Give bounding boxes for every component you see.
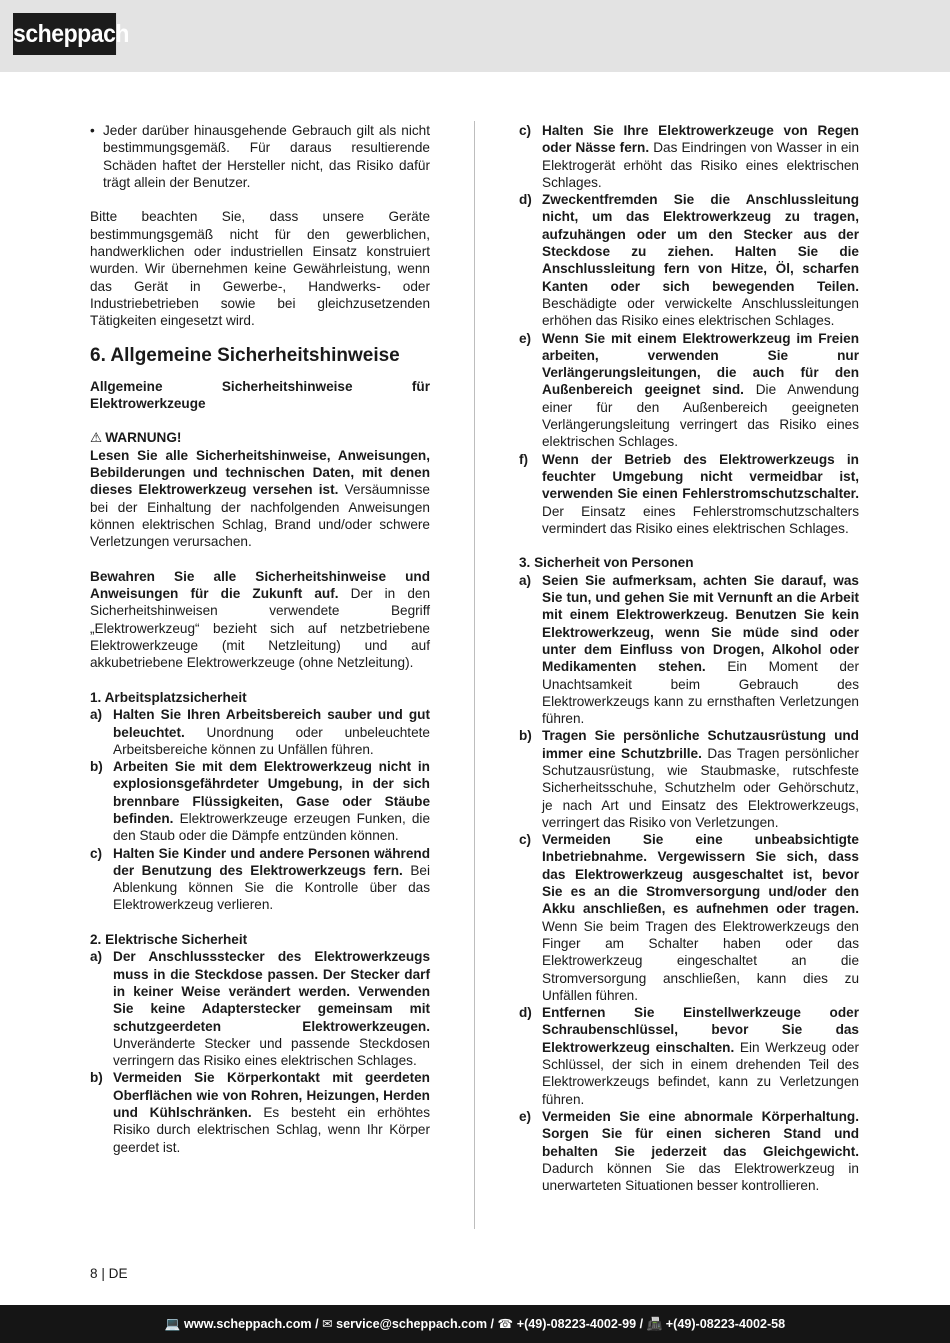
item-bold-text: Wenn Sie mit einem Elektrowerkzeug im Freien arbeiten, verwenden Sie nur Verlängerungsleitungen, die auch für den Außenbereich geeignet sind.	[542, 330, 859, 398]
list-item	[519, 191, 859, 329]
item-bold-text: Halten Sie Kinder und andere Personen während der Benutzung des Elektrowerkzeugs fern.	[113, 845, 430, 878]
item-text: Dadurch können Sie das Elektrowerkzeug in unerwarteten Situationen besser kontrollieren.	[542, 1160, 859, 1194]
keep-bold-text: Bewahren Sie alle Sicherheitshinweise und Anweisungen für die Zukunft auf.	[90, 568, 430, 602]
item-marker: a)	[519, 572, 532, 588]
item-marker: c)	[519, 832, 532, 848]
list-item	[90, 948, 430, 1069]
item-marker: a)	[90, 949, 103, 965]
warning-paragraph	[90, 447, 430, 551]
subheading: Allgemeine Sicherheitshinweise für Elektrowerkzeuge	[90, 378, 430, 411]
column-divider	[474, 121, 475, 1229]
item-text: Es besteht ein erhöhtes Risiko durch elektrischen Schlag, wenn Ihr Körper geerdet ist.	[113, 1105, 431, 1155]
list-item	[90, 845, 430, 914]
subsection-title: 1. Arbeitsplatzsicherheit	[90, 689, 247, 705]
item-marker: e)	[519, 1108, 532, 1124]
page-number: 8 | DE	[90, 1266, 128, 1281]
item-marker: b)	[90, 759, 103, 775]
item-bold-text: Halten Sie Ihren Arbeitsbereich sauber und gut beleuchtet.	[113, 707, 430, 740]
warning-text: Versäumnisse bei der Einhaltung der nachfolgenden Anweisungen können elektrischen Schlag, Brand und/oder schwere Verletzungen verursachen.	[90, 482, 430, 550]
item-marker: d)	[519, 192, 532, 208]
item-text: Das Tragen persönlicher Schutzausrüstung, wie Staubmaske, rutschfeste Sicherheitsschuhe, Schutzhelm oder Gehörschutz, je nach Art und Einsatz des Elektrowerkzeugs, verringert das Risiko von Verletzungen.	[542, 745, 859, 830]
list-item	[519, 122, 859, 191]
scheppach-logo: scheppach	[13, 13, 116, 55]
item-text: Wenn Sie beim Tragen des Elektrowerkzeugs den Finger am Schalter haben oder das Elektrowerkzeug eingeschaltet an die Stromversorgung anschließen, kann dies zu Unfällen führen.	[542, 918, 859, 1003]
bullet-text: Jeder darüber hinausgehende Gebrauch gilt als nicht bestimmungsgemäß. Für daraus resultierende Schäden haftet der Hersteller nicht, das Risiko dafür trägt allein der Benutzer.	[103, 123, 430, 190]
item-marker: c)	[519, 123, 532, 138]
list-item	[90, 1069, 430, 1155]
email-link[interactable]: service@scheppach.com /	[336, 1317, 495, 1331]
item-bold-text: Tragen Sie persönliche Schutzausrüstung und immer eine Schutzbrille.	[542, 728, 859, 761]
bullet-icon: •	[90, 123, 95, 138]
right-column	[519, 122, 859, 1194]
fax-number: +(49)-08223-4002-58	[665, 1317, 786, 1331]
item-marker: a)	[90, 707, 103, 723]
item-text: Ein Werkzeug oder Schlüssel, der sich in einem drehenden Teil des Elektrowerkzeugs befindet, kann zu Verletzungen führen.	[542, 1039, 859, 1107]
item-marker: d)	[519, 1005, 532, 1021]
warning-bold-text: Lesen Sie alle Sicherheitshinweise, Anweisungen, Bebilderungen und technischen Daten, mit denen dieses Elektrowerkzeug versehen ist.	[90, 447, 430, 498]
list-item	[519, 1108, 859, 1194]
page-header	[0, 0, 950, 72]
list-item	[519, 330, 859, 451]
item-text: Beschädigte oder verwickelte Anschlussleitungen erhöhen das Risiko eines elektrischen Schlages.	[542, 295, 859, 329]
item-text: Elektrowerkzeuge erzeugen Funken, die den Staub oder die Dämpfe entzünden können.	[113, 810, 430, 844]
computer-icon: 💻	[164, 1317, 181, 1331]
item-marker: f)	[519, 451, 529, 467]
list-item	[519, 1004, 859, 1108]
phone-number: +(49)-08223-4002-99 /	[516, 1317, 644, 1331]
warning-label: WARNUNG!	[105, 430, 182, 446]
section-title: 6. Allgemeine Sicherheitshinweise	[90, 344, 400, 366]
item-text: Das Eindringen von Wasser in ein Elektrogerät erhöht das Risiko eines elektrischen Schlages.	[542, 140, 860, 190]
item-marker: b)	[519, 728, 532, 744]
list-item	[90, 758, 430, 844]
list-item	[90, 122, 430, 191]
item-text: Der Einsatz eines Fehlerstromschutzschalters vermindert das Risiko eines elektrischen Schlages.	[542, 503, 859, 536]
list	[90, 948, 430, 1156]
item-text: Ein Moment der Unachtsamkeit beim Gebrauch des Elektrowerkzeugs kann zu ernsthaften Verletzungen führen.	[542, 659, 860, 727]
item-text: Unordnung oder unbeleuchtete Arbeitsbereiche können zu Unfällen führen.	[113, 724, 430, 757]
keep-text: Der in den Sicherheitshinweisen verwendete Begriff „Elektrowerkzeug“ bezieht sich auf netzbetriebene Elektrowerkzeuge (mit Netzleitung) und auf akkubetriebene Elektrowerkzeuge (ohne Netzleitung).	[90, 586, 431, 671]
list-item	[519, 451, 859, 537]
subsection-title: 3. Sicherheit von Personen	[519, 555, 694, 571]
list-item	[90, 706, 430, 758]
item-bold-text: Vermeiden Sie Körperkontakt mit geerdeten Oberflächen wie von Rohren, Heizungen, Herden und Kühlschränken.	[113, 1070, 430, 1121]
intended-use-paragraph: Bitte beachten Sie, dass unsere Geräte bestimmungsgemäß nicht für den gewerblichen, handwerklichen oder industriellen Einsatz konstruiert wurden. Wir übernehmen keine Gewährleistung, wenn das Gerät in Gewerbe-, Handwerks- oder Industriebetrieben sowie bei gleichzusetzenden Tätigkeiten eingesetzt wird.	[90, 209, 430, 329]
list	[90, 706, 430, 914]
list-item	[519, 727, 859, 831]
list-item	[519, 572, 859, 728]
item-bold-text: Der Anschlussstecker des Elektrowerkzeugs muss in die Steckdose passen. Der Stecker darf in keiner Weise verändert werden. Verwenden Sie keine Adapterstecker gemeinsam mit schutzgeerdeten Elektrowerkzeugen.	[113, 949, 430, 1034]
item-text: Die Anwendung einer für den Außenbereich geeigneten Verlängerungsleitung verringert das Risiko eines elektrischen Schlages.	[542, 382, 860, 450]
item-bold-text: Seien Sie aufmerksam, achten Sie darauf, was Sie tun, und gehen Sie mit Vernunft an die Arbeit mit einem Elektrowerkzeug. Benutzen Sie kein Elektrowerkzeug, wenn Sie müde sind oder unter dem Einfluss von Drogen, Alkohol oder Medikamenten stehen.	[542, 572, 859, 675]
warning-heading	[90, 429, 430, 446]
item-text: Unveränderte Stecker und passende Steckdosen verringern das Risiko eines elektrischen Schlages.	[113, 1035, 430, 1069]
item-bold-text: Zweckentfremden Sie die Anschlussleitung nicht, um das Elektrowerkzeug zu tragen, aufzuhängen oder um den Stecker aus der Steckdose zu ziehen. Halten Sie die Anschlussleitung fern von Hitze, Öl, scharfen Kanten oder sich bewegenden Teilen.	[542, 192, 859, 294]
subsection-title: 2. Elektrische Sicherheit	[90, 932, 248, 948]
item-marker: e)	[519, 330, 532, 346]
item-bold-text: Wenn der Betrieb des Elektrowerkzeugs in feuchter Umgebung nicht vermeidbar ist, verwenden Sie einen Fehlerstromschutzschalter.	[542, 451, 859, 502]
phone-icon: ☎	[497, 1317, 514, 1331]
left-column	[90, 122, 430, 1156]
item-bold-text: Arbeiten Sie mit dem Elektrowerkzeug nicht in explosionsgefährdeter Umgebung, in der sich brennbare Flüssigkeiten, Gase oder Stäube befinden.	[113, 759, 430, 826]
item-bold-text: Entfernen Sie Einstellwerkzeuge oder Schraubenschlüssel, bevor Sie das Elektrowerkzeug einschalten.	[542, 1005, 859, 1055]
list	[519, 572, 859, 1195]
page-footer	[0, 1305, 950, 1343]
item-marker: b)	[90, 1070, 103, 1086]
item-bold-text: Halten Sie Ihre Elektrowerkzeuge von Regen oder Nässe fern.	[542, 123, 859, 156]
item-bold-text: Vermeiden Sie eine unbeabsichtigte Inbetriebnahme. Vergewissern Sie sich, dass das Elektrowerkzeug ausgeschaltet ist, bevor Sie es an die Stromversorgung und/oder den Akku anschließen, es aufnehmen oder tragen.	[542, 832, 859, 917]
fax-icon: 📠	[646, 1317, 663, 1331]
item-marker: c)	[90, 845, 103, 861]
website-link[interactable]: www.scheppach.com /	[183, 1317, 319, 1331]
item-text: Bei Ablenkung können Sie die Kontrolle über das Elektrowerkzeug verlieren.	[113, 862, 430, 913]
list	[519, 122, 859, 537]
warning-triangle-icon: ⚠	[90, 430, 103, 446]
keep-instructions-paragraph	[90, 568, 430, 672]
list-item	[519, 831, 859, 1004]
item-bold-text: Vermeiden Sie eine abnormale Körperhaltung. Sorgen Sie für einen sicheren Stand und behalten Sie jederzeit das Gleichgewicht.	[542, 1108, 859, 1159]
email-icon: ✉	[322, 1317, 333, 1331]
